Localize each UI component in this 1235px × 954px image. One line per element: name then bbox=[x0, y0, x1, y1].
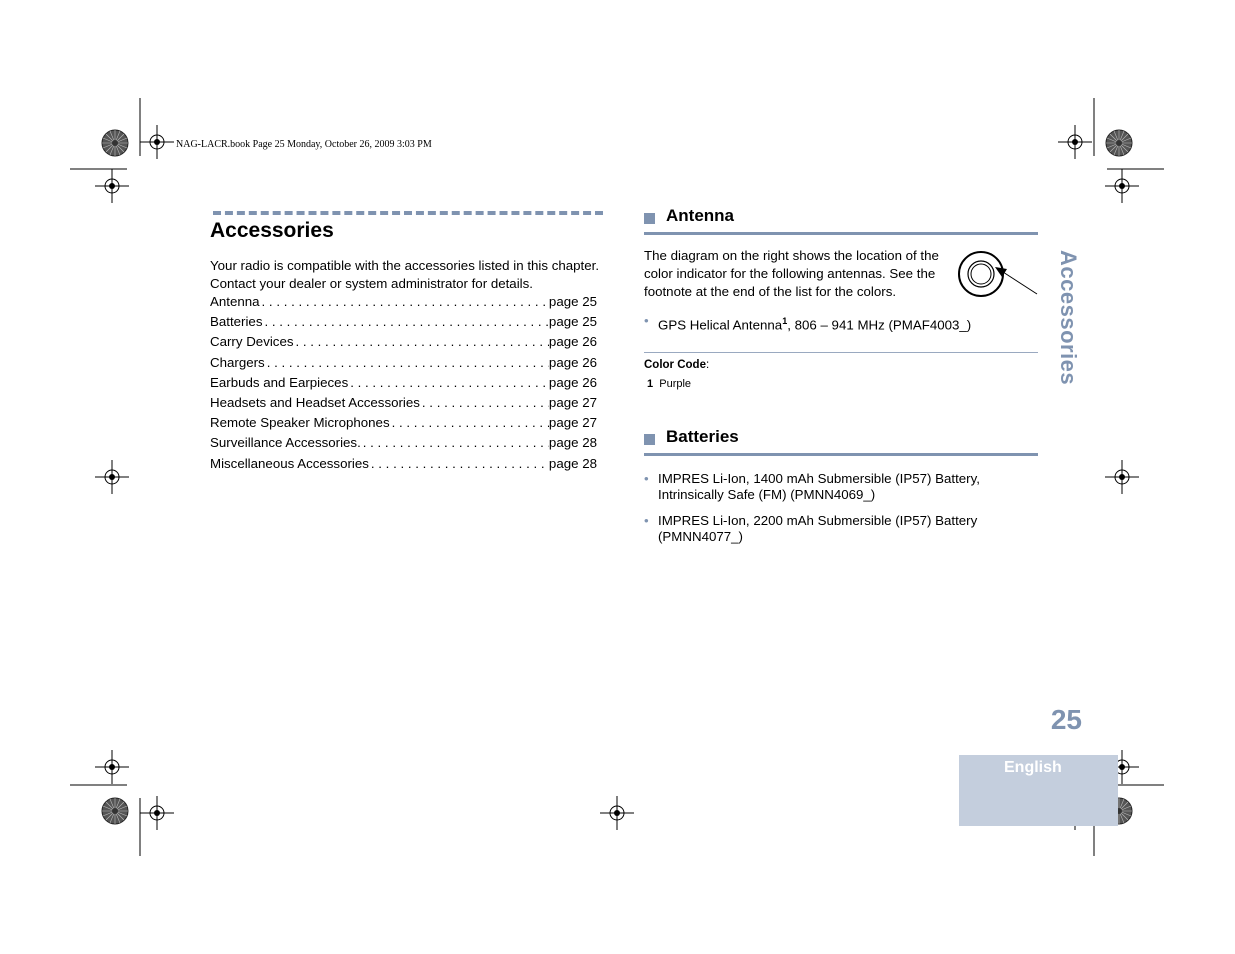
antenna-indicator-icon bbox=[955, 248, 1041, 300]
toc-item-carry-devices[interactable] bbox=[210, 334, 597, 354]
battery-line: Intrinsically Safe (FM) (PMNN4069_) bbox=[658, 487, 876, 502]
toc-item-surveillance[interactable] bbox=[210, 435, 597, 455]
toc-page: page 26 bbox=[548, 354, 597, 370]
table-of-contents bbox=[210, 294, 597, 476]
footnote-ref: 1 bbox=[782, 316, 788, 326]
battery-line: (PMNN4077_) bbox=[658, 529, 743, 544]
footnote-rule bbox=[644, 352, 1038, 353]
toc-leader bbox=[265, 355, 549, 370]
battery-item bbox=[644, 513, 1028, 545]
toc-page: page 28 bbox=[548, 455, 597, 471]
chapter-rule bbox=[213, 211, 603, 215]
bullet-icon: • bbox=[644, 471, 649, 486]
toc-leader bbox=[262, 314, 548, 329]
side-tab-label: Accessories bbox=[1056, 250, 1081, 386]
toc-leader bbox=[260, 294, 549, 309]
toc-label: Miscellaneous Accessories bbox=[210, 455, 369, 471]
toc-leader bbox=[390, 415, 549, 430]
chapter-title: Accessories bbox=[210, 219, 334, 242]
toc-leader bbox=[294, 334, 549, 349]
color-code-item bbox=[647, 378, 691, 390]
antenna-description: The diagram on the right shows the location of the color indicator for the following antennas. See the footnote at the end of the list for the colors. bbox=[644, 248, 939, 299]
color-code-title: Color Code bbox=[644, 359, 706, 371]
toc-label: Earbuds and Earpieces bbox=[210, 374, 349, 390]
toc-leader bbox=[361, 435, 549, 450]
color-code-colon: : bbox=[705, 359, 710, 371]
color-code-number: 1 bbox=[647, 378, 654, 390]
toc-item-headsets[interactable] bbox=[210, 395, 597, 415]
toc-label: Carry Devices bbox=[210, 334, 294, 350]
battery-line: IMPRES Li-Ion, 1400 mAh Submersible (IP57) Battery, bbox=[658, 471, 980, 486]
toc-item-miscellaneous[interactable] bbox=[210, 456, 597, 476]
toc-label: Antenna bbox=[210, 294, 260, 309]
toc-label: Remote Speaker Microphones bbox=[210, 415, 390, 431]
toc-leader bbox=[369, 456, 549, 471]
toc-page: page 28 bbox=[548, 435, 597, 451]
antenna-item bbox=[644, 313, 972, 333]
antenna-item-detail: , 806 – 941 MHz (PMAF4003_) bbox=[787, 317, 972, 333]
antenna-item-name: GPS Helical Antenna bbox=[658, 317, 783, 333]
toc-item-antenna[interactable] bbox=[210, 294, 597, 314]
page-number: 25 bbox=[1050, 704, 1082, 735]
section-square-icon bbox=[644, 434, 655, 445]
toc-label: Surveillance Accessories. bbox=[210, 435, 361, 451]
toc-page: page 25 bbox=[548, 314, 597, 330]
language-label: English bbox=[1004, 759, 1062, 776]
language-tab bbox=[959, 755, 1118, 826]
section-square-icon bbox=[644, 213, 655, 224]
chapter-intro: Your radio is compatible with the accessories listed in this chapter. Contact your dealer or system administrator for details. bbox=[210, 258, 600, 291]
battery-line: IMPRES Li-Ion, 2200 mAh Submersible (IP57) Battery bbox=[658, 513, 978, 528]
toc-item-batteries[interactable] bbox=[210, 314, 597, 334]
toc-label: Batteries bbox=[210, 314, 263, 330]
batteries-heading bbox=[644, 427, 1038, 456]
print-header: NAG-LACR.book Page 25 Monday, October 26, 2009 3:03 PM bbox=[176, 139, 432, 150]
color-code-label bbox=[644, 359, 709, 371]
toc-page: page 26 bbox=[548, 334, 597, 350]
bullet-icon: • bbox=[644, 513, 649, 528]
toc-leader bbox=[348, 375, 549, 390]
toc-page: page 26 bbox=[548, 374, 597, 390]
toc-page: page 25 bbox=[548, 294, 597, 309]
toc-page: page 27 bbox=[548, 415, 597, 431]
batteries-title: Batteries bbox=[666, 427, 739, 446]
toc-label: Headsets and Headset Accessories bbox=[210, 394, 420, 410]
antenna-title: Antenna bbox=[666, 206, 734, 225]
toc-item-earbuds[interactable] bbox=[210, 375, 597, 395]
toc-item-remote-speaker[interactable] bbox=[210, 415, 597, 435]
toc-leader bbox=[420, 395, 549, 410]
battery-item bbox=[644, 471, 1028, 503]
color-code-color: Purple bbox=[659, 378, 692, 390]
toc-item-chargers[interactable] bbox=[210, 355, 597, 375]
antenna-heading bbox=[644, 206, 1038, 235]
toc-label: Chargers bbox=[210, 354, 265, 370]
toc-page: page 27 bbox=[548, 394, 597, 410]
bullet-icon: • bbox=[644, 313, 649, 328]
